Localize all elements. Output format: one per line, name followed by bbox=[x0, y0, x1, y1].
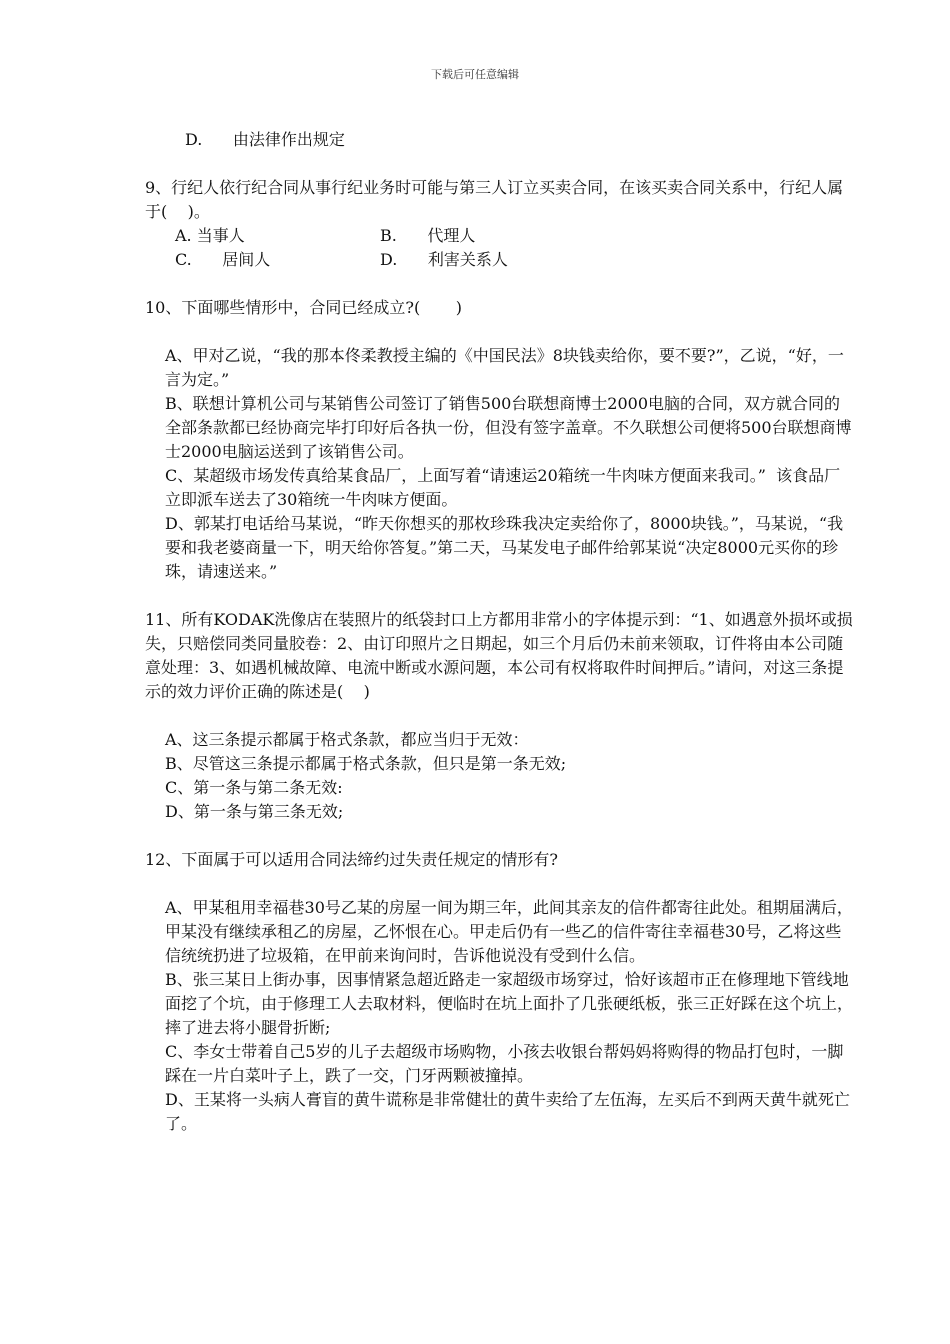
q12-option-b: B、张三某日上街办事，因事情紧急超近路走一家超级市场穿过，恰好该超市正在修理地下管线地面挖了个坑，由于修理工人去取材料，便临时在坑上面扑了几张硬纸板，张三正好踩在这个坑上，摔了进去将小腿骨折断; bbox=[165, 970, 854, 1037]
q11-option-a: A、这三条提示都属于格式条款，都应当归于无效： bbox=[165, 730, 529, 749]
q10-option-c: C、某超级市场发传真给某食品厂，上面写着“请速运20箱统一牛肉味方便面来我司。” 该食品厂立即派车送去了30箱统一牛肉味方便面。 bbox=[165, 466, 841, 509]
q9-option-b: B. 代理人 bbox=[380, 226, 476, 245]
q9-question: 9、行纪人依行纪合同从事行纪业务时可能与第三人订立买卖合同，在该买卖合同关系中，行纪人属于( )。 bbox=[145, 178, 844, 221]
q12-option-a: A、甲某租用幸福巷30号乙某的房屋一间为期三年，此间其亲友的信件都寄往此处。租期届满后，甲某没有继续承租乙的房屋，乙怀恨在心。甲走后仍有一些乙的信件寄往幸福巷30号，乙将这些信统统扔进了垃圾箱，在甲前来询问时，告诉他说没有受到什么信。 bbox=[165, 898, 853, 965]
q8-option-d: D. 由法律作出规定 bbox=[185, 130, 345, 149]
q10-question: 10、下面哪些情形中，合同已经成立?( ) bbox=[145, 298, 463, 317]
q11-option-d: D、第一条与第三条无效; bbox=[165, 802, 344, 821]
q12-question: 12、下面属于可以适用合同法缔约过失责任规定的情形有? bbox=[145, 850, 558, 869]
q11-option-b: B、尽管这三条提示都属于格式条款，但只是第一条无效; bbox=[165, 754, 567, 773]
q10-option-b: B、联想计算机公司与某销售公司签订了销售500台联想商博士2000电脑的合同，双方就合同的全部条款都已经协商完毕打印好后各执一份，但没有签字盖章。不久联想公司便将500台联想商博士2000电脑运送到了该销售公司。 bbox=[165, 394, 852, 461]
page-header: 下载后可任意编辑 bbox=[431, 68, 519, 81]
q9-option-d: D. 利害关系人 bbox=[380, 250, 508, 269]
q9-options-row-2 bbox=[145, 248, 855, 272]
q11-option-c: C、第一条与第二条无效: bbox=[165, 778, 343, 797]
q12-option-c: C、李女士带着自己5岁的儿子去超级市场购物，小孩去收银台帮妈妈将购得的物品打包时，一脚踩在一片白菜叶子上，跌了一交，门牙两颗被撞掉。 bbox=[165, 1042, 844, 1085]
q12-option-d: D、王某将一头病人膏盲的黄牛谎称是非常健壮的黄牛卖给了左伍海，左买后不到两天黄牛就死亡了。 bbox=[165, 1090, 850, 1133]
q9-options-row-1 bbox=[145, 224, 855, 248]
q9-option-a: A. 当事人 bbox=[175, 226, 245, 245]
q9-option-c: C. 居间人 bbox=[175, 250, 271, 269]
q11-question: 11、所有KODAK洗像店在装照片的纸袋封口上方都用非常小的字体提示到：“1、如遇意外损坏或损失，只赔偿同类同量胶卷：2、由订印照片之日期起，如三个月后仍未前来领取，订件将由本公司随意处理：3、如遇机械故障、电流中断或水源问题，本公司有权将取件时间押后。”请问，对这三条提示的效力评价正确的陈述是( ) bbox=[145, 610, 853, 701]
q10-option-d: D、郭某打电话给马某说，“昨天你想买的那枚珍珠我决定卖给你了，8000块钱。”，马某说，“我要和我老婆商量一下，明天给你答复。”第二天，马某发电子邮件给郭某说“决定8000元买你的珍珠，请速送来。” bbox=[165, 514, 844, 581]
document-body bbox=[145, 128, 855, 1136]
q10-option-a: A、甲对乙说，“我的那本佟柔教授主编的《中国民法》8块钱卖给你，要不要?”，乙说，“好，一言为定。” bbox=[165, 346, 844, 389]
